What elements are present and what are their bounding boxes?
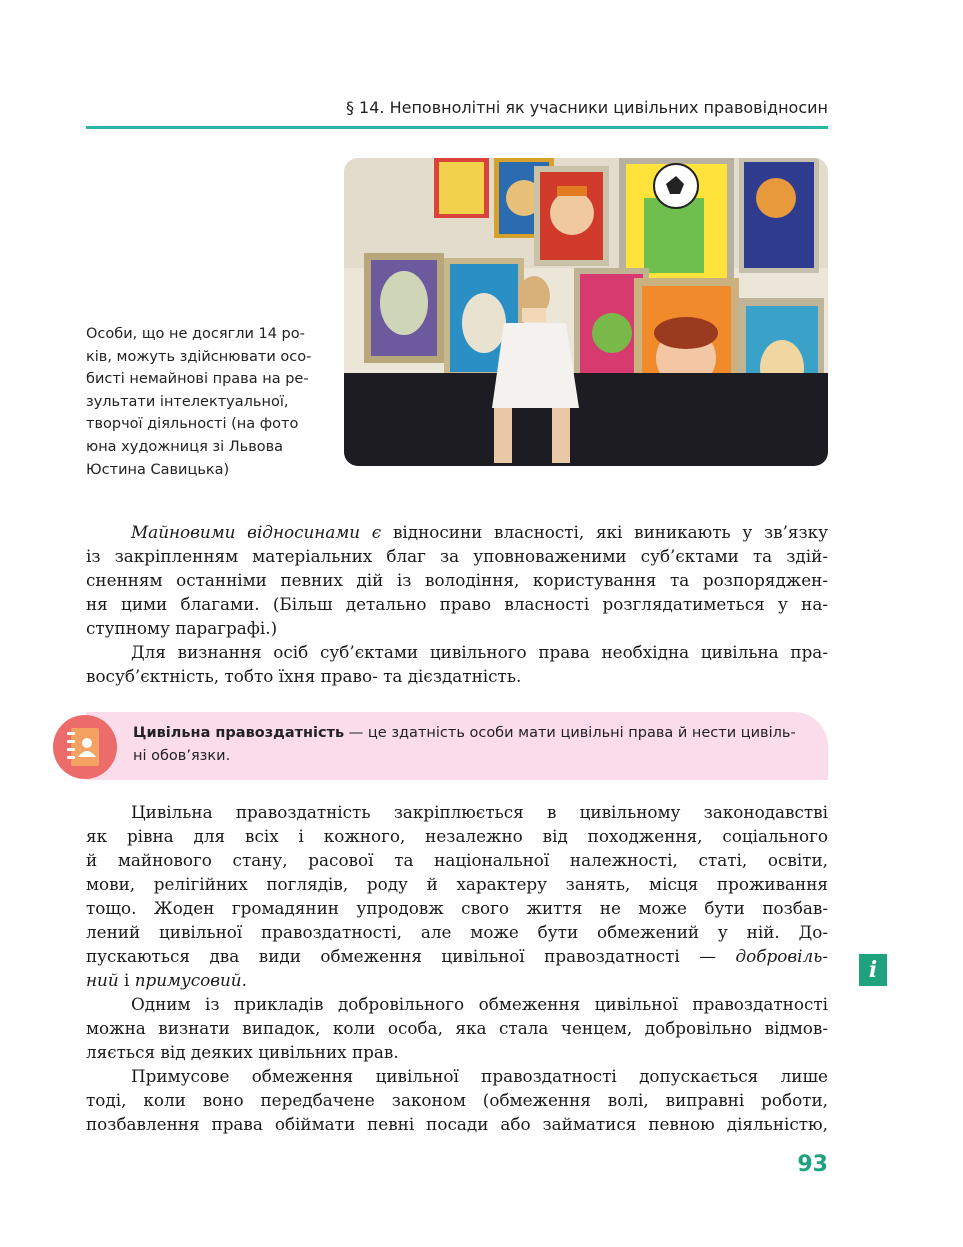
paragraph-line: тоді, коли воно передбачене законом (обмеження волі, виправні роботи, — [86, 1090, 828, 1110]
photo-young-artist — [344, 158, 828, 466]
info-side-tab: i — [859, 954, 887, 986]
paragraph-line: Одним із прикладів добровільного обмеження цивільної правоздатності — [131, 994, 828, 1014]
paragraph-line: лений цивільної правоздатності, але може бути обмежений у ній. До- — [86, 922, 828, 942]
paragraph-line: ступному параграфі.) — [86, 618, 278, 638]
caption-line: творчої діяльності (на фото — [86, 416, 299, 433]
paragraph-line: ляється від деяких цивільних прав. — [86, 1042, 399, 1062]
definition-line: ні обов’язки. — [133, 748, 231, 764]
text-span: . — [241, 970, 247, 990]
running-title: § 14. Неповнолітні як учасники цивільних правовідносин — [345, 98, 828, 117]
paragraph-group-2 — [86, 800, 828, 1136]
text-span: відносини власності, які виникають у зв’язку — [381, 522, 829, 542]
paragraph-line: тощо. Жоден громадянин упродовж свого життя не може бути позбав- — [86, 898, 828, 918]
paragraph-group-1 — [86, 520, 828, 688]
italic-term: Майновими відносинами є — [131, 522, 382, 542]
italic-term: примусовий — [134, 970, 242, 990]
paragraph-line: мови, релігійних поглядів, роду й характеру занять, місця проживання — [86, 874, 828, 894]
paragraph-line: ня цими благами. (Більш детально право власності розглядатиметься у на- — [86, 594, 828, 614]
caption-line: Юстина Савицька) — [86, 461, 230, 478]
paragraph-line: як рівна для всіх і кожного, незалежно від походження, соціального — [86, 826, 828, 846]
paragraph-line: й майнового стану, расової та національної належності, статі, освіти, — [86, 850, 828, 870]
photo-caption — [86, 323, 318, 481]
definition-term: Цивільна правоздатність — [133, 725, 345, 741]
caption-line: ків, можуть здійснювати осо- — [86, 348, 312, 365]
caption-line: зультати інтелектуальної, — [86, 393, 289, 410]
header-rule — [86, 126, 828, 129]
paragraph-line: із закріпленням матеріальних благ за уповноваженими суб’єктами та здій- — [86, 546, 828, 566]
paragraph-line: Цивільна правоздатність закріплюється в цивільному законодавстві — [131, 802, 828, 822]
italic-term: ний — [86, 970, 119, 990]
paragraph-line: Для визнання осіб суб’єктами цивільного права необхідна цивільна пра- — [131, 642, 828, 662]
paragraph-line: можна визнати випадок, коли особа, яка стала ченцем, добровільно відмов- — [86, 1018, 828, 1038]
paragraph-line: позбавлення права обіймати певні посади або займатися певною діяльністю, — [86, 1114, 828, 1134]
address-book-icon — [53, 715, 117, 779]
text-span: — це здатність особи мати цивільні права й нести цивіль- — [344, 725, 796, 741]
caption-line: Особи, що не досягли 14 ро- — [86, 326, 305, 342]
paragraph-line: восуб’єктність, тобто їхня право- та дієздатність. — [86, 666, 522, 686]
text-span: і — [118, 970, 135, 990]
paragraph-line — [86, 968, 828, 992]
paragraph-line: сненням останніми певних дій із володіння, користування та розпоряджен- — [86, 570, 828, 590]
italic-term: добровіль- — [735, 946, 828, 966]
photo-illustration — [344, 158, 828, 466]
paragraph-line — [86, 944, 828, 968]
caption-line: юна художниця зі Львова — [86, 438, 284, 455]
caption-line: бисті немайнові права на ре- — [86, 371, 309, 388]
text-span: пускаються два види обмеження цивільної правоздатності — — [86, 946, 736, 966]
paragraph-line: Примусове обмеження цивільної правоздатності допускається лише — [131, 1066, 828, 1086]
page-number: 93 — [797, 1152, 828, 1177]
paragraph-line — [86, 520, 828, 544]
definition-line — [133, 722, 813, 745]
definition-text — [133, 722, 813, 768]
